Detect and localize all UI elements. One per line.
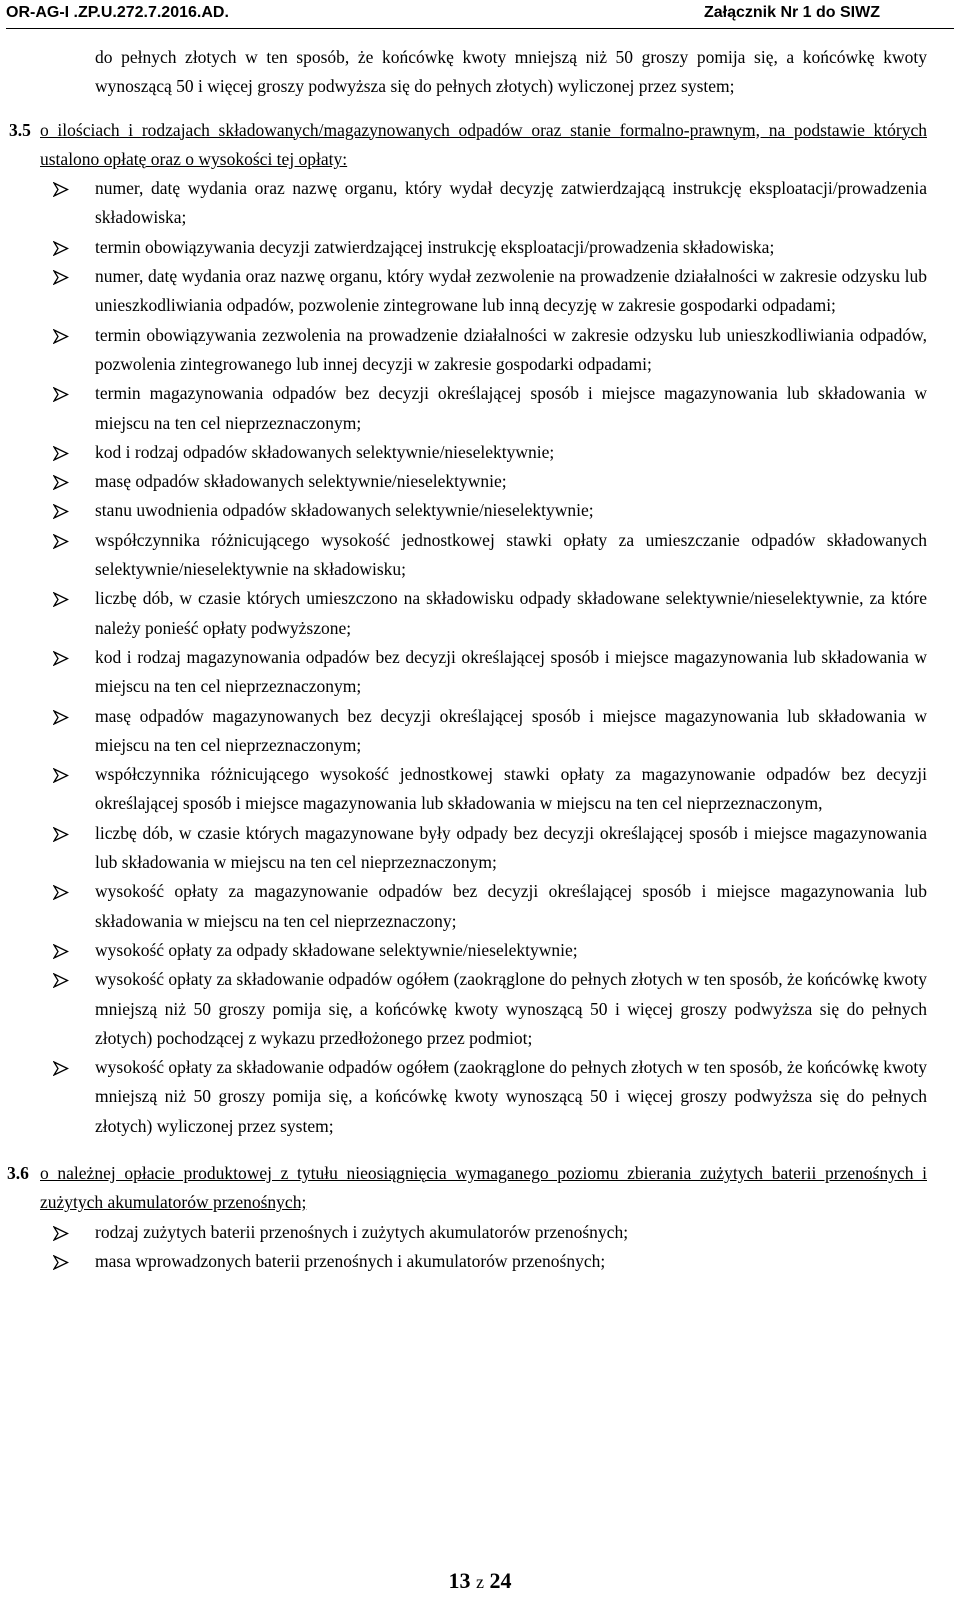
section-3-5-heading bbox=[9, 116, 927, 175]
arrowhead-outline-icon bbox=[53, 467, 73, 496]
section-3-5-list bbox=[40, 174, 927, 1141]
page-separator: z bbox=[476, 1572, 484, 1592]
page-number bbox=[0, 1568, 960, 1594]
arrowhead-outline-icon bbox=[53, 702, 73, 731]
list-item bbox=[40, 233, 927, 262]
list-item bbox=[40, 262, 927, 321]
list-item-text: kod i rodzaj magazynowania odpadów bez decyzji określającej sposób i miejsce magazynowania lub składowania w miejscu na ten cel nieprzeznaczonym; bbox=[95, 646, 927, 697]
arrowhead-outline-icon bbox=[53, 965, 73, 994]
list-item bbox=[40, 174, 927, 233]
list-item bbox=[40, 877, 927, 936]
list-item-text: masę odpadów magazynowanych bez decyzji określającej sposób i miejsce magazynowania lub składowania w miejscu na ten cel nieprzeznaczonym; bbox=[95, 705, 927, 755]
list-item bbox=[40, 1247, 927, 1276]
section-heading-text: o należnej opłacie produktowej z tytułu nieosiągnięcia wymaganego poziomu zbierania zużytych baterii przenośnych i zużytych akumulatorów przenośnych; bbox=[40, 1162, 927, 1213]
list-item bbox=[40, 965, 927, 1053]
total-pages: 24 bbox=[489, 1568, 512, 1593]
arrowhead-outline-icon bbox=[53, 526, 73, 555]
arrowhead-outline-icon bbox=[53, 643, 73, 672]
page-header bbox=[6, 0, 954, 29]
list-item-text: wysokość opłaty za składowanie odpadów ogółem (zaokrąglone do pełnych złotych w ten sposób, że końcówkę kwoty mniejszą niż 50 groszy pomija się, a końcówkę kwoty wynoszącą 50 i więcej groszy podwyższa się do pełnych złotych) pochodzącej z wykazu przedłożonego przez podmiot; bbox=[95, 969, 928, 1048]
arrowhead-outline-icon bbox=[53, 584, 73, 613]
arrowhead-outline-icon bbox=[53, 174, 73, 203]
arrowhead-outline-icon bbox=[53, 262, 73, 291]
arrowhead-outline-icon bbox=[53, 936, 73, 965]
current-page: 13 bbox=[448, 1568, 471, 1593]
arrowhead-outline-icon bbox=[53, 321, 73, 350]
document-body bbox=[7, 43, 928, 1276]
arrowhead-outline-icon bbox=[53, 1247, 73, 1276]
list-item-text: stanu uwodnienia odpadów składowanych selektywnie/nieselektywnie; bbox=[95, 500, 594, 521]
arrowhead-outline-icon bbox=[53, 379, 73, 408]
list-item-text: wysokość opłaty za magazynowanie odpadów bez decyzji określającej sposób i miejsce magazynowania lub składowania w miejscu na ten cel nieprzeznaczony; bbox=[95, 881, 927, 931]
arrowhead-outline-icon bbox=[53, 233, 73, 262]
list-item bbox=[40, 379, 927, 438]
section-3-6-list bbox=[40, 1218, 927, 1277]
list-item-text: liczbę dób, w czasie których magazynowane były odpady bez decyzji określającej sposób i miejsce magazynowania lub składowania w miejscu na ten cel nieprzeznaczonym; bbox=[95, 822, 927, 873]
arrowhead-outline-icon bbox=[53, 1053, 73, 1082]
arrowhead-outline-icon bbox=[53, 819, 73, 848]
arrowhead-outline-icon bbox=[53, 760, 73, 789]
list-item bbox=[40, 643, 927, 702]
list-item bbox=[40, 496, 927, 525]
arrowhead-outline-icon bbox=[53, 1218, 73, 1247]
section-3-6-heading bbox=[7, 1159, 927, 1218]
list-item bbox=[40, 1053, 927, 1141]
list-item-text: współczynnika różnicującego wysokość jednostkowej stawki opłaty za magazynowanie odpadów bez decyzji określającej sposób i miejsce magazynowania lub składowania w miejscu na ten cel nieprzeznaczonym, bbox=[95, 764, 927, 814]
list-item bbox=[40, 936, 927, 965]
section-heading-text: o ilościach i rodzajach składowanych/magazynowanych odpadów oraz stanie formalno-prawnym, na podstawie których ustalono opłatę oraz o wysokości tej opłaty: bbox=[40, 119, 927, 169]
list-item bbox=[40, 760, 927, 819]
section-number: 3.6 bbox=[7, 1162, 29, 1183]
list-item-text: wysokość opłaty za odpady składowane selektywnie/nieselektywnie; bbox=[95, 939, 578, 960]
list-item-text: termin obowiązywania decyzji zatwierdzającej instrukcję eksploatacji/prowadzenia składowiska; bbox=[95, 236, 775, 257]
continuation-paragraph: do pełnych złotych w ten sposób, że końcówkę kwoty mniejszą niż 50 groszy pomija się, a końcówkę kwoty wynoszącą 50 i więcej groszy podwyższa się do pełnych złotych) wyliczonej przez system; bbox=[95, 47, 927, 97]
section-number: 3.5 bbox=[9, 119, 31, 140]
list-item bbox=[40, 819, 927, 878]
document-reference: OR-AG-I .ZP.U.272.7.2016.AD. bbox=[6, 4, 229, 21]
list-item-text: masę odpadów składowanych selektywnie/nieselektywnie; bbox=[95, 471, 507, 492]
attachment-label: Załącznik Nr 1 do SIWZ bbox=[703, 4, 880, 21]
list-item bbox=[40, 438, 927, 467]
list-item-text: numer, datę wydania oraz nazwę organu, który wydał zezwolenie na prowadzenie działalności w zakresie odzysku lub unieszkodliwiania odpadów, pozwolenie zintegrowane lub inną decyzję w zakresie gospodarki odpadami; bbox=[95, 266, 927, 316]
list-item bbox=[40, 526, 927, 585]
list-item bbox=[40, 702, 927, 761]
list-item-text: masa wprowadzonych baterii przenośnych i akumulatorów przenośnych; bbox=[95, 1250, 606, 1271]
list-item-text: termin magazynowania odpadów bez decyzji określającej sposób i miejsce magazynowania lub składowania w miejscu na ten cel nieprzeznaczonym; bbox=[95, 383, 927, 433]
arrowhead-outline-icon bbox=[53, 877, 73, 906]
list-item-text: współczynnika różnicującego wysokość jednostkowej stawki opłaty za umieszczanie odpadów składowanych selektywnie/nieselektywnie na składowisku; bbox=[95, 529, 927, 580]
list-item-text: rodzaj zużytych baterii przenośnych i zużytych akumulatorów przenośnych; bbox=[95, 1221, 629, 1242]
list-item-text: kod i rodzaj odpadów składowanych selektywnie/nieselektywnie; bbox=[95, 441, 555, 462]
list-item-text: liczbę dób, w czasie których umieszczono na składowisku odpady składowane selektywnie/nieselektywnie, za które należy ponieść opłaty podwyższone; bbox=[95, 588, 927, 638]
arrowhead-outline-icon bbox=[53, 496, 73, 525]
list-item-text: termin obowiązywania zezwolenia na prowadzenie działalności w zakresie odzysku lub unieszkodliwiania odpadów, pozwolenia zintegrowanego lub innej decyzji w zakresie gospodarki odpadami; bbox=[95, 324, 927, 374]
arrowhead-outline-icon bbox=[53, 438, 73, 467]
list-item bbox=[40, 584, 927, 643]
list-item bbox=[40, 1218, 927, 1247]
list-item bbox=[40, 321, 927, 380]
list-item-text: numer, datę wydania oraz nazwę organu, który wydał decyzję zatwierdzającą instrukcję eksploatacji/prowadzenia składowiska; bbox=[95, 178, 927, 228]
list-item-text: wysokość opłaty za składowanie odpadów ogółem (zaokrąglone do pełnych złotych w ten sposób, że końcówkę kwoty mniejszą niż 50 groszy pomija się, a końcówkę kwoty wynoszącą 50 i więcej groszy podwyższa się do pełnych złotych) wyliczonej przez system; bbox=[95, 1057, 928, 1136]
list-item bbox=[40, 467, 927, 496]
